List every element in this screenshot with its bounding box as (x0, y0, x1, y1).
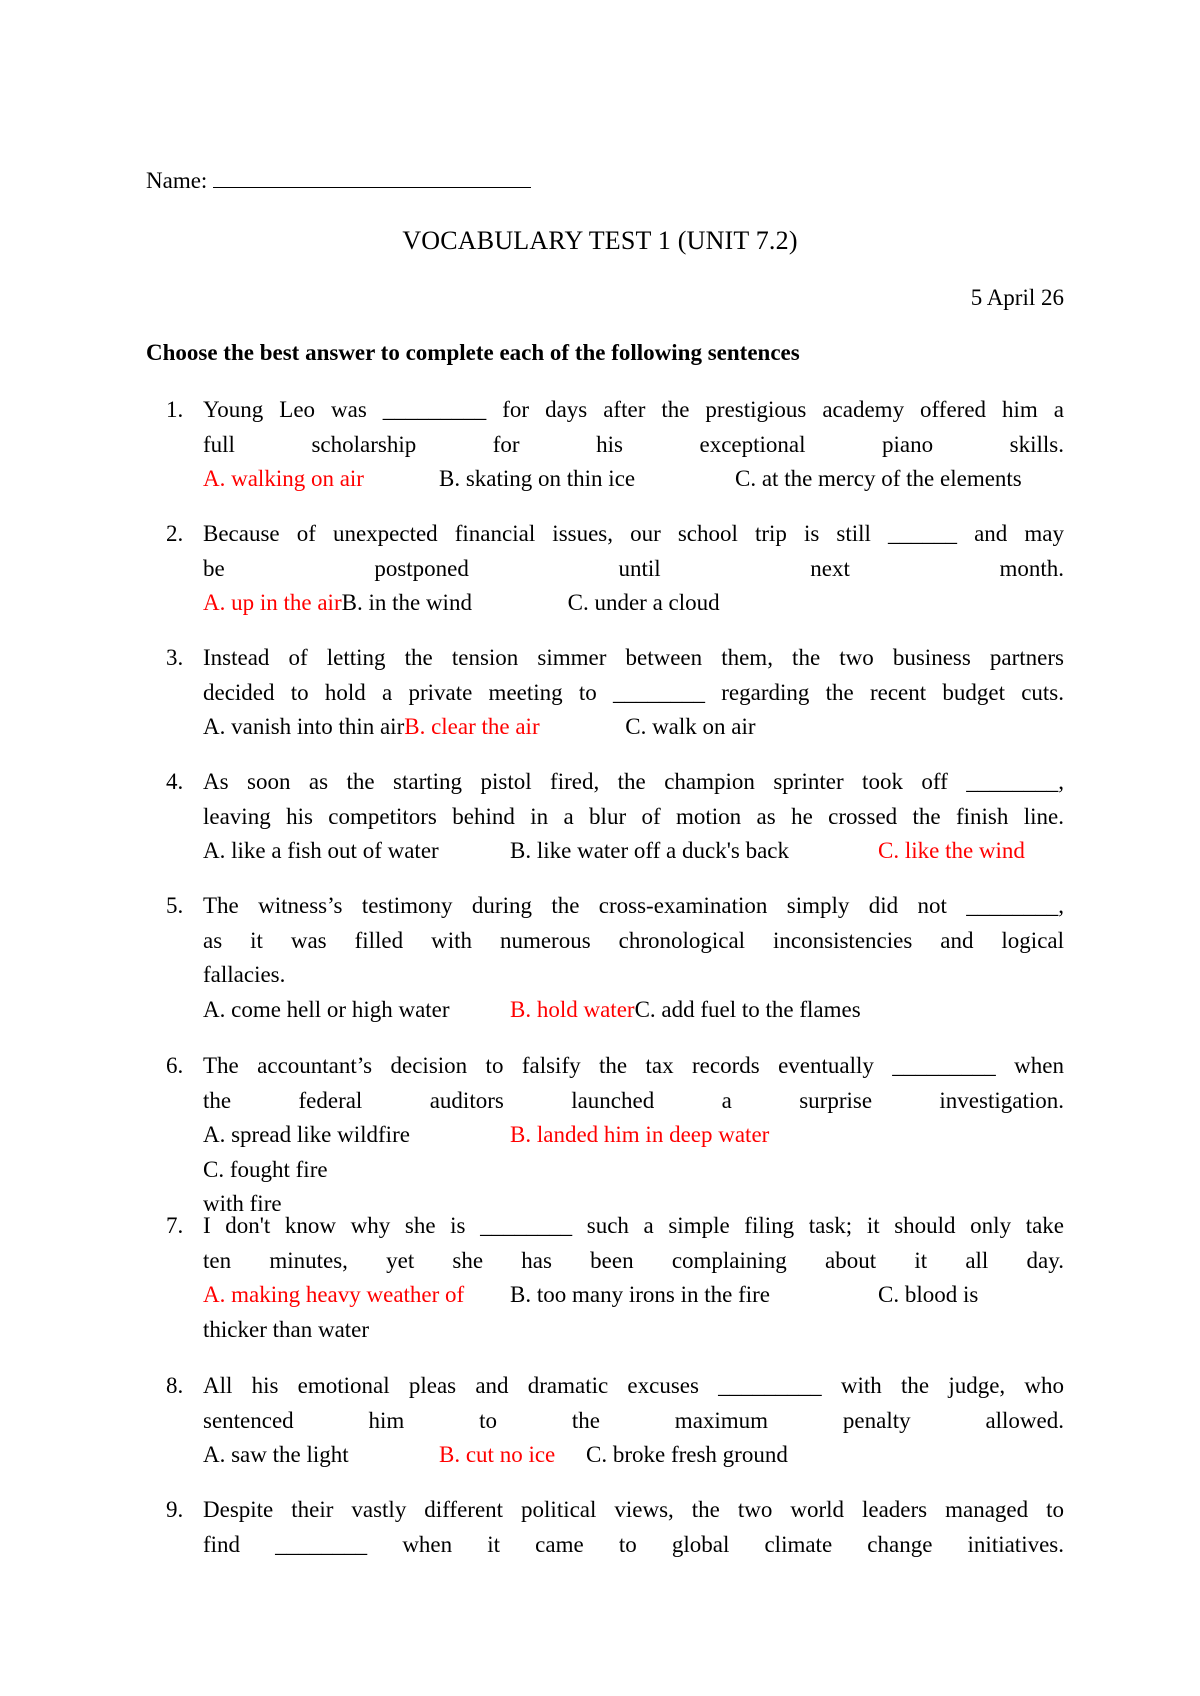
question-number: 3. (166, 645, 184, 670)
question-text-line: As soon as the starting pistol fired, the champion sprinter took off ________, (203, 769, 1064, 794)
option-b[interactable]: B. in the wind (341, 590, 472, 615)
question-4 (166, 765, 1064, 869)
question-number: 4. (166, 769, 184, 794)
option-c[interactable]: C. blood is (878, 1282, 979, 1307)
option-b[interactable]: B. too many irons in the fire (510, 1282, 770, 1307)
answer-options (203, 1118, 1064, 1187)
question-7 (166, 1209, 1064, 1347)
question-8 (166, 1369, 1064, 1473)
answer-options (203, 462, 1064, 497)
question-text-line: I don't know why she is ________ such a simple filing task; it should only take (203, 1213, 1064, 1238)
name-field (146, 168, 531, 194)
answer-options (203, 586, 1064, 621)
question-text-line: leaving his competitors behind in a blur of motion as he crossed the finish line. (203, 803, 1064, 829)
option-c-continuation: with fire (203, 1191, 282, 1216)
option-a[interactable]: A. like a fish out of water (203, 838, 439, 863)
question-text-line: full scholarship for his exceptional piano skills. (203, 431, 1064, 457)
option-c[interactable] (203, 1153, 426, 1188)
question-number: 5. (166, 893, 184, 918)
question-text-line: as it was filled with numerous chronological inconsistencies and logical (203, 927, 1064, 953)
question-text-line: decided to hold a private meeting to ________ regarding the recent budget cuts. (203, 679, 1064, 705)
question-text-line: find ________ when it came to global climate change initiatives. (203, 1531, 1064, 1557)
question-number: 6. (166, 1053, 184, 1078)
question-6 (166, 1049, 1064, 1222)
option-c[interactable]: C. at the mercy of the elements (735, 466, 1022, 491)
question-5 (166, 889, 1064, 1027)
answer-options (203, 710, 1064, 745)
answer-options (203, 834, 1064, 869)
answer-options (203, 1438, 1064, 1473)
question-2 (166, 517, 1064, 621)
question-text-line: Instead of letting the tension simmer between them, the two business partners (203, 645, 1064, 670)
name-blank-line[interactable] (213, 169, 531, 188)
question-number: 2. (166, 521, 184, 546)
option-c[interactable]: C. walk on air (625, 714, 756, 739)
instruction-text: Choose the best answer to complete each of the following sentences (146, 340, 800, 365)
option-b[interactable]: B. like water off a duck's back (510, 838, 789, 863)
question-number: 7. (166, 1213, 184, 1238)
option-a-correct[interactable]: A. making heavy weather of (203, 1282, 465, 1307)
option-a-correct[interactable]: A. up in the air (203, 590, 342, 615)
question-9 (166, 1493, 1064, 1562)
option-a[interactable]: A. come hell or high water (203, 996, 450, 1022)
option-a-correct[interactable]: A. walking on air (203, 466, 364, 491)
test-date: 5 April 26 (970, 285, 1064, 310)
option-b-correct[interactable]: B. landed him in deep water (510, 1122, 770, 1147)
question-text-line: sentenced him to the maximum penalty allowed. (203, 1407, 1064, 1433)
question-number: 8. (166, 1373, 184, 1398)
question-text-line: fallacies. (203, 962, 286, 987)
option-c[interactable]: C. add fuel to the flames (634, 996, 861, 1022)
question-text-line: ten minutes, yet she has been complaining about it all day. (203, 1247, 1064, 1273)
answer-options (203, 1278, 1064, 1313)
option-c-correct[interactable]: C. like the wind (878, 838, 1025, 863)
question-number: 1. (166, 397, 184, 422)
question-3 (166, 641, 1064, 745)
question-1 (166, 393, 1064, 497)
question-text-line: be postponed until next month. (203, 555, 1064, 581)
option-b-correct[interactable]: B. clear the air (404, 714, 540, 739)
option-a[interactable]: A. vanish into thin air (203, 714, 405, 739)
name-label: Name: (146, 168, 208, 193)
question-text-line: All his emotional pleas and dramatic excuses _________ with the judge, who (203, 1373, 1064, 1398)
answer-options (203, 993, 1064, 1028)
option-c[interactable]: C. under a cloud (567, 590, 720, 615)
option-a[interactable]: A. spread like wildfire (203, 1122, 410, 1147)
option-c-continuation: thicker than water (203, 1316, 370, 1342)
question-text-line: The accountant’s decision to falsify the tax records eventually _________ when (203, 1053, 1064, 1078)
option-b[interactable]: B. skating on thin ice (439, 466, 636, 491)
question-text-line: Despite their vastly different political views, the two world leaders managed to (203, 1497, 1064, 1522)
option-b-correct[interactable]: B. hold water (510, 996, 635, 1022)
question-number: 9. (166, 1497, 184, 1522)
option-b-correct[interactable]: B. cut no ice (439, 1442, 556, 1467)
question-text-line: Young Leo was _________ for days after the prestigious academy offered him a (203, 397, 1064, 422)
question-text-line: the federal auditors launched a surprise investigation. (203, 1087, 1064, 1113)
question-text-line: The witness’s testimony during the cross-examination simply did not ________, (203, 893, 1064, 918)
option-c-text: C. fought fire (203, 1156, 328, 1182)
question-text-line: Because of unexpected financial issues, our school trip is still ______ and may (203, 521, 1064, 546)
test-title: VOCABULARY TEST 1 (UNIT 7.2) (402, 226, 798, 255)
option-a[interactable]: A. saw the light (203, 1442, 349, 1467)
option-c[interactable]: C. broke fresh ground (586, 1442, 788, 1467)
